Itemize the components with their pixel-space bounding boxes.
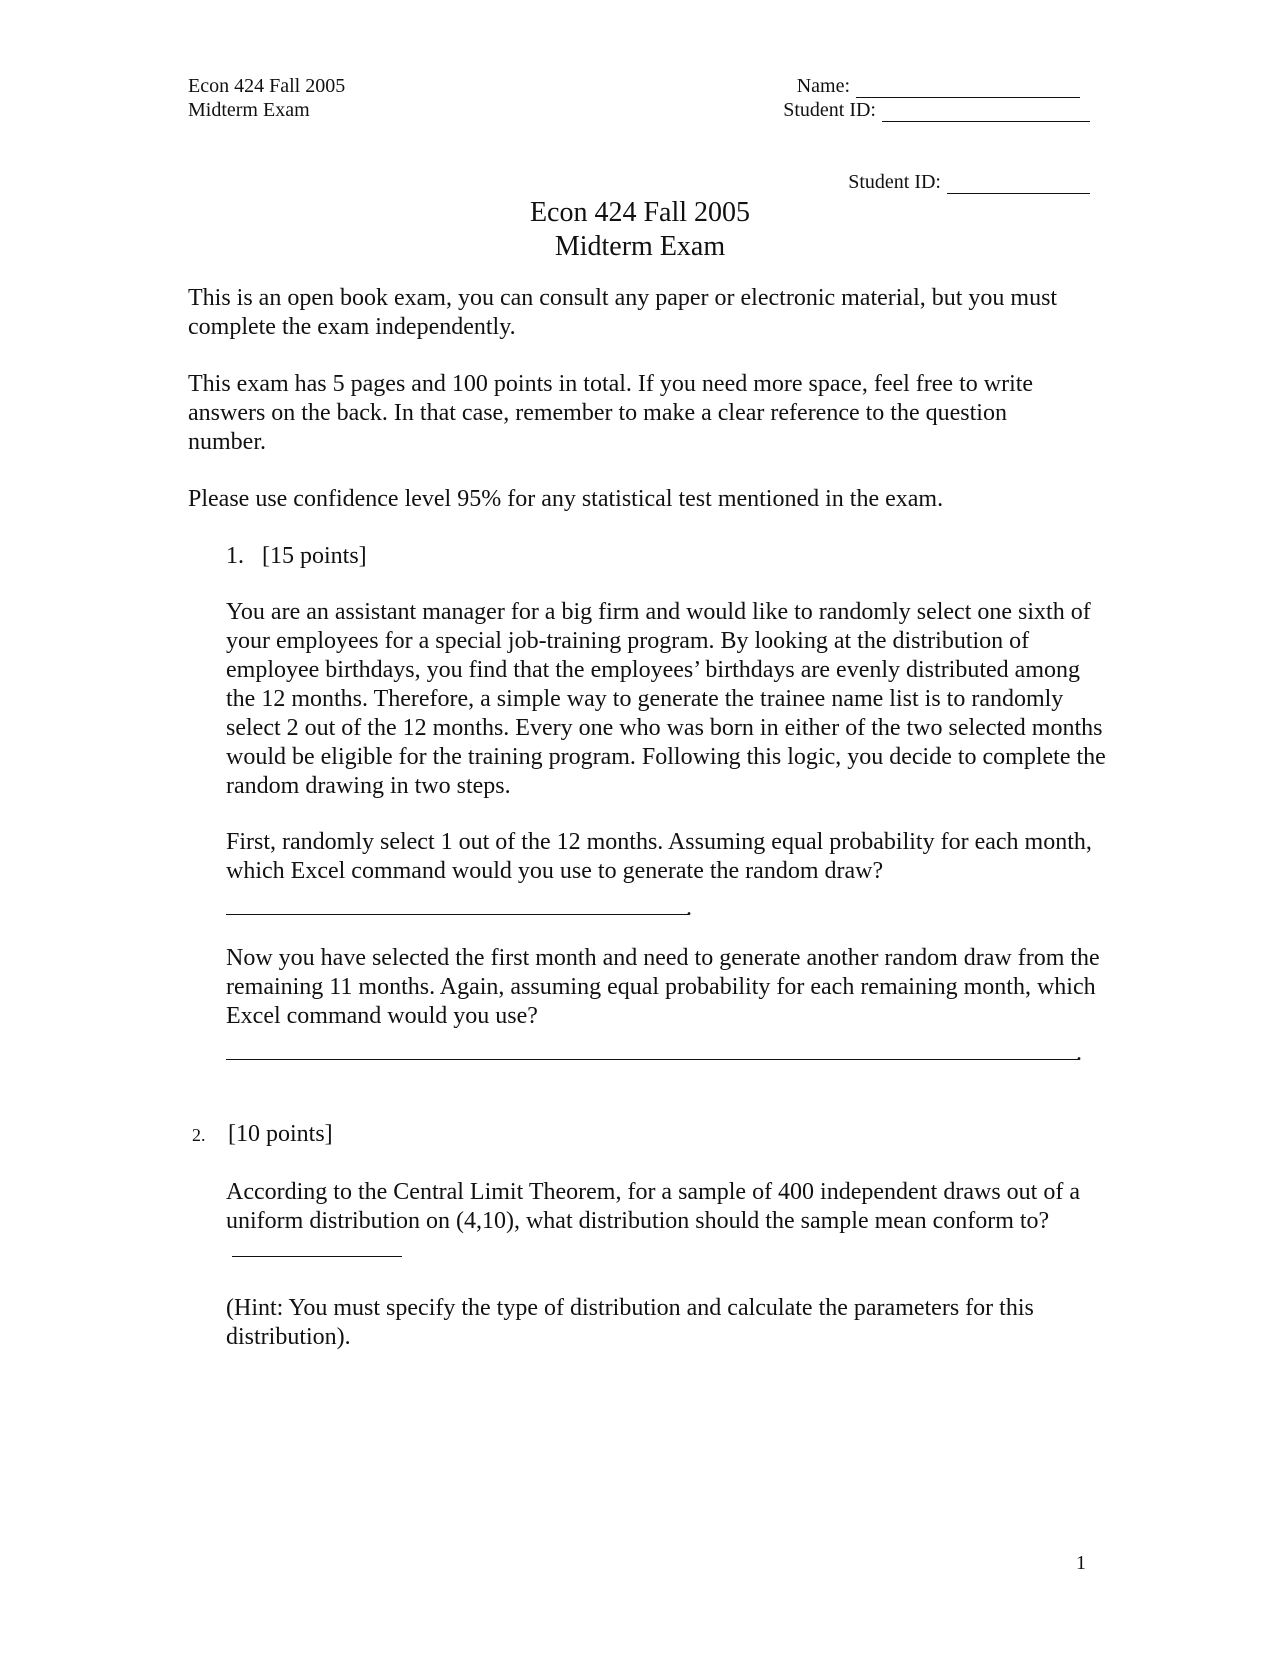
q2-heading	[192, 1120, 333, 1150]
q1-points: [15 points]	[262, 543, 367, 569]
student-id-field[interactable]	[882, 103, 1090, 122]
title-line2: Midterm Exam	[554, 231, 726, 262]
intro-paragraph-1: This is an open book exam, you can consult any paper or electronic material, but you must complete the exam independently.	[188, 285, 1058, 340]
title-line1: Econ 424 Fall 2005	[529, 197, 751, 228]
q1-paragraph-2: First, randomly select 1 out of the 12 months. Assuming equal probability for each month, which Excel command would you use to generate the random draw?	[226, 829, 1092, 884]
q1-paragraph-1: You are an assistant manager for a big firm and would like to randomly select one sixth of your employees for a special job-training program. By looking at the distribution of employee birthdays, you find that the employees’ birthdays are evenly distributed among the 12 months. Therefore, a simple way to generate the trainee name list is to randomly select 2 out of the 12 months. Every one who was born in either of the two selected months would be eligible for the training program. Following this logic, you decide to complete the random drawing in two steps.	[226, 599, 1106, 799]
q2-number: 2.	[192, 1125, 206, 1145]
page-title	[0, 196, 1280, 264]
header-right	[700, 74, 1090, 122]
q1-answer-line-1[interactable]	[226, 914, 688, 915]
q1-answer-line-1-period: .	[686, 895, 692, 921]
q1-paragraph-3: Now you have selected the first month and need to generate another random draw from the remaining 11 months. Again, assuming equal probability for each remaining month, which Excel command would you use?	[226, 945, 1100, 1029]
q1-heading	[226, 542, 367, 571]
q1-answer-line-2-period: .	[1076, 1040, 1082, 1066]
intro-paragraph-3: Please use confidence level 95% for any statistical test mentioned in the exam.	[188, 486, 944, 512]
student-id-label: Student ID:	[783, 99, 876, 121]
q2-hint: (Hint: You must specify the type of distribution and calculate the parameters for this distribution).	[226, 1295, 1034, 1350]
q2-paragraph-1-text: According to the Central Limit Theorem, for a sample of 400 independent draws out of a uniform distribution on (4,10), what distribution should the sample mean conform to?	[226, 1179, 1080, 1234]
student-id-box-field[interactable]	[947, 175, 1090, 194]
q1-answer-line-2[interactable]	[226, 1059, 1078, 1060]
q1-number: 1.	[226, 543, 244, 569]
name-row	[700, 74, 1090, 98]
q2-answer-blank[interactable]	[232, 1236, 402, 1257]
q2-paragraph-1	[226, 1178, 1106, 1265]
student-id-box-label: Student ID:	[848, 171, 941, 193]
student-id-box	[700, 170, 1090, 194]
name-field[interactable]	[856, 79, 1080, 98]
student-id-row	[700, 98, 1090, 122]
header-left	[188, 74, 345, 122]
name-label: Name:	[796, 75, 850, 97]
header-course: Econ 424 Fall 2005	[188, 75, 346, 97]
page-number: 1	[1076, 1552, 1086, 1574]
q2-points: [10 points]	[228, 1121, 333, 1147]
header-exam: Midterm Exam	[188, 99, 310, 121]
intro-paragraph-2: This exam has 5 pages and 100 points in total. If you need more space, feel free to write answers on the back. In that case, remember to make a clear reference to the question number.	[188, 371, 1034, 455]
